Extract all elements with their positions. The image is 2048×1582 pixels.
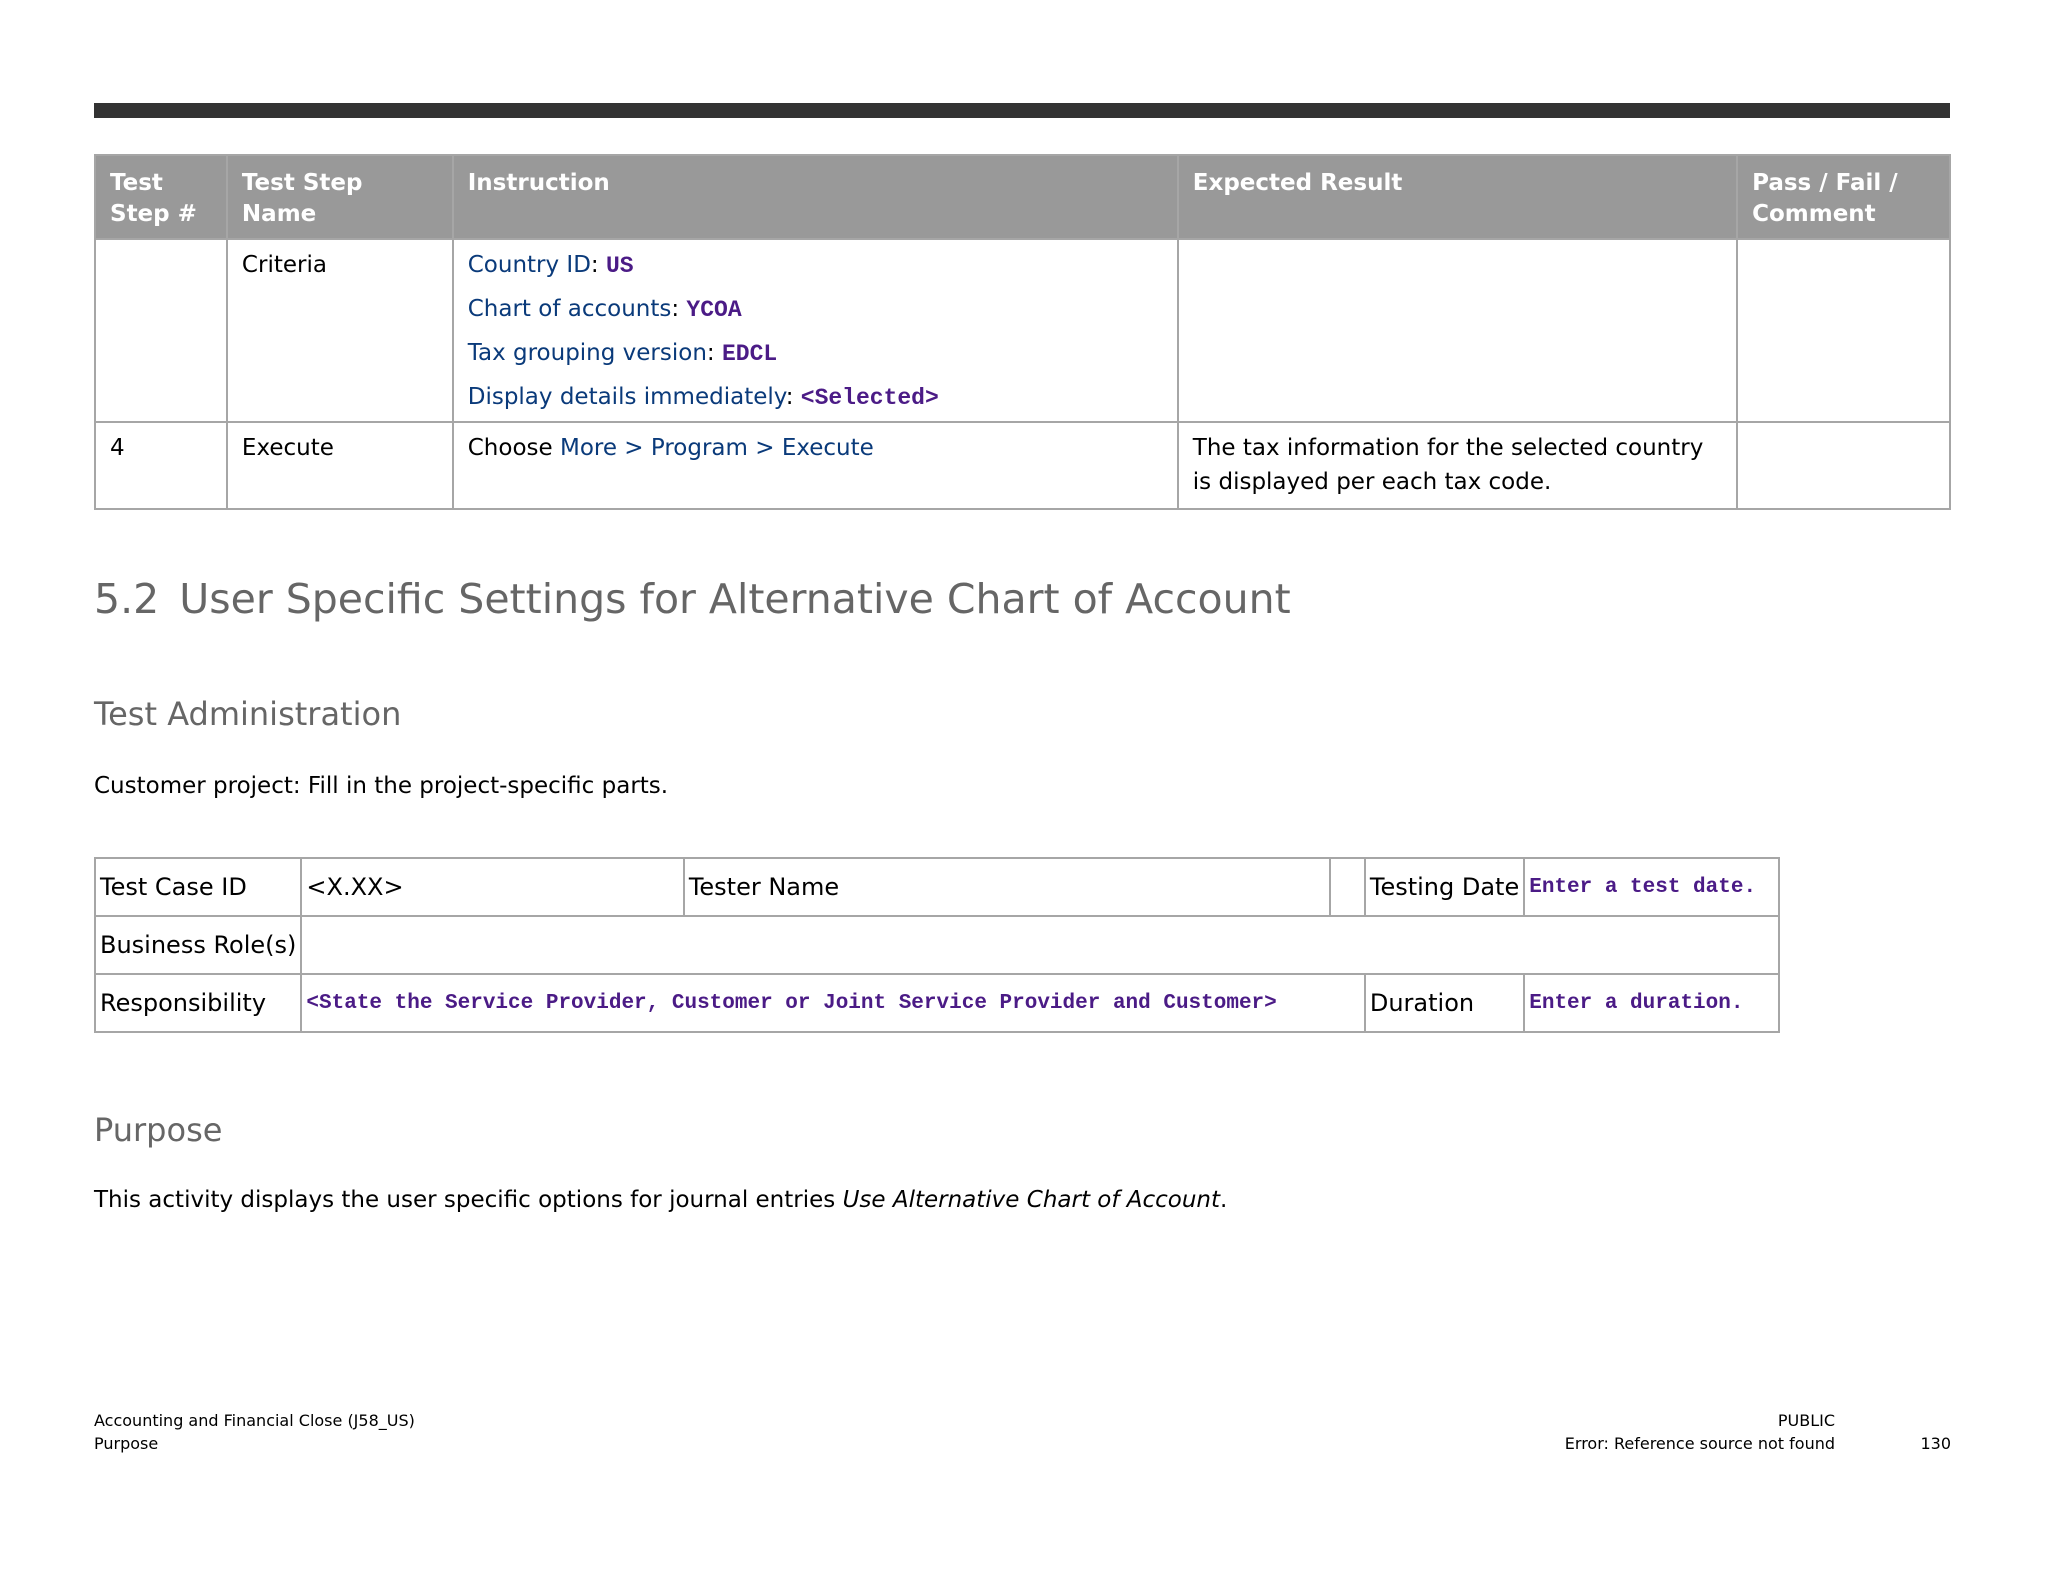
business-roles-label: Business Role(s)	[95, 916, 301, 974]
purpose-text-prefix: This activity displays the user specific options for journal entries	[94, 1187, 843, 1213]
table-row	[95, 422, 1950, 509]
expected-result-cell	[1178, 239, 1737, 422]
table-row	[95, 974, 1779, 1032]
header-test-step-name: Test Step Name	[227, 155, 453, 239]
pass-fail-cell[interactable]	[1737, 422, 1950, 509]
step-number-cell: 4	[95, 422, 227, 509]
business-roles-value[interactable]	[301, 916, 1779, 974]
header-pass-fail: Pass / Fail / Comment	[1737, 155, 1950, 239]
table-row	[95, 916, 1779, 974]
step-number-cell	[95, 239, 227, 422]
instruction-prefix: Choose	[467, 435, 553, 461]
footer-page-number: 130	[1920, 1434, 1951, 1453]
duration-label: Duration	[1365, 974, 1524, 1032]
criteria-label: Chart of accounts	[467, 296, 672, 322]
criteria-value: <Selected>	[800, 385, 939, 411]
criteria-tax-grouping-version: Tax grouping version: EDCL	[467, 340, 778, 367]
footer-reference: Error: Reference source not found	[1564, 1434, 1835, 1453]
test-administration-table	[94, 857, 1780, 1033]
top-rule	[94, 103, 1950, 118]
test-case-id-label: Test Case ID	[95, 858, 301, 916]
tester-name-value[interactable]	[1330, 858, 1365, 916]
menu-path: More > Program > Execute	[559, 435, 874, 461]
criteria-display-details: Display details immediately: <Selected>	[467, 384, 939, 411]
testing-date-label: Testing Date	[1365, 858, 1524, 916]
test-administration-heading: Test Administration	[94, 695, 402, 733]
pass-fail-cell[interactable]	[1737, 239, 1950, 422]
responsibility-value[interactable]: <State the Service Provider, Customer or Joint Service Provider and Customer>	[301, 974, 1364, 1032]
criteria-value: US	[605, 253, 634, 279]
instruction-cell	[453, 422, 1178, 509]
section-heading	[94, 575, 1291, 623]
duration-value[interactable]: Enter a duration.	[1524, 974, 1779, 1032]
criteria-value: EDCL	[721, 341, 778, 367]
testing-date-value[interactable]: Enter a test date.	[1524, 858, 1779, 916]
test-case-id-value[interactable]: <X.XX>	[301, 858, 683, 916]
table-row	[95, 858, 1779, 916]
table-header-row	[95, 155, 1950, 239]
customer-project-note: Customer project: Fill in the project-specific parts.	[94, 773, 669, 799]
purpose-text-suffix: .	[1220, 1187, 1228, 1213]
footer-section: Purpose	[94, 1434, 159, 1453]
test-steps-table	[94, 154, 1951, 510]
criteria-value: YCOA	[686, 297, 742, 323]
purpose-text	[94, 1187, 1227, 1213]
criteria-chart-of-accounts: Chart of accounts: YCOA	[467, 296, 742, 323]
criteria-country-id: Country ID: US	[467, 252, 634, 279]
table-row	[95, 239, 1950, 422]
header-instruction: Instruction	[453, 155, 1178, 239]
instruction-cell	[453, 239, 1178, 422]
footer-doc-title: Accounting and Financial Close (J58_US)	[94, 1411, 415, 1430]
expected-result-cell: The tax information for the selected country is displayed per each tax code.	[1178, 422, 1737, 509]
section-number: 5.2	[94, 575, 160, 623]
section-title: User Specific Settings for Alternative Chart of Account	[179, 575, 1291, 623]
header-expected-result: Expected Result	[1178, 155, 1737, 239]
criteria-label: Tax grouping version	[467, 340, 707, 366]
criteria-label: Country ID	[467, 252, 591, 278]
purpose-text-emphasis: Use Alternative Chart of Account	[842, 1187, 1221, 1213]
criteria-label: Display details immediately	[467, 384, 786, 410]
footer-classification: PUBLIC	[1777, 1411, 1835, 1430]
responsibility-label: Responsibility	[95, 974, 301, 1032]
step-name-cell: Criteria	[227, 239, 453, 422]
tester-name-label: Tester Name	[684, 858, 1330, 916]
header-test-step: Test Step #	[95, 155, 227, 239]
purpose-heading: Purpose	[94, 1111, 223, 1149]
step-name-cell: Execute	[227, 422, 453, 509]
